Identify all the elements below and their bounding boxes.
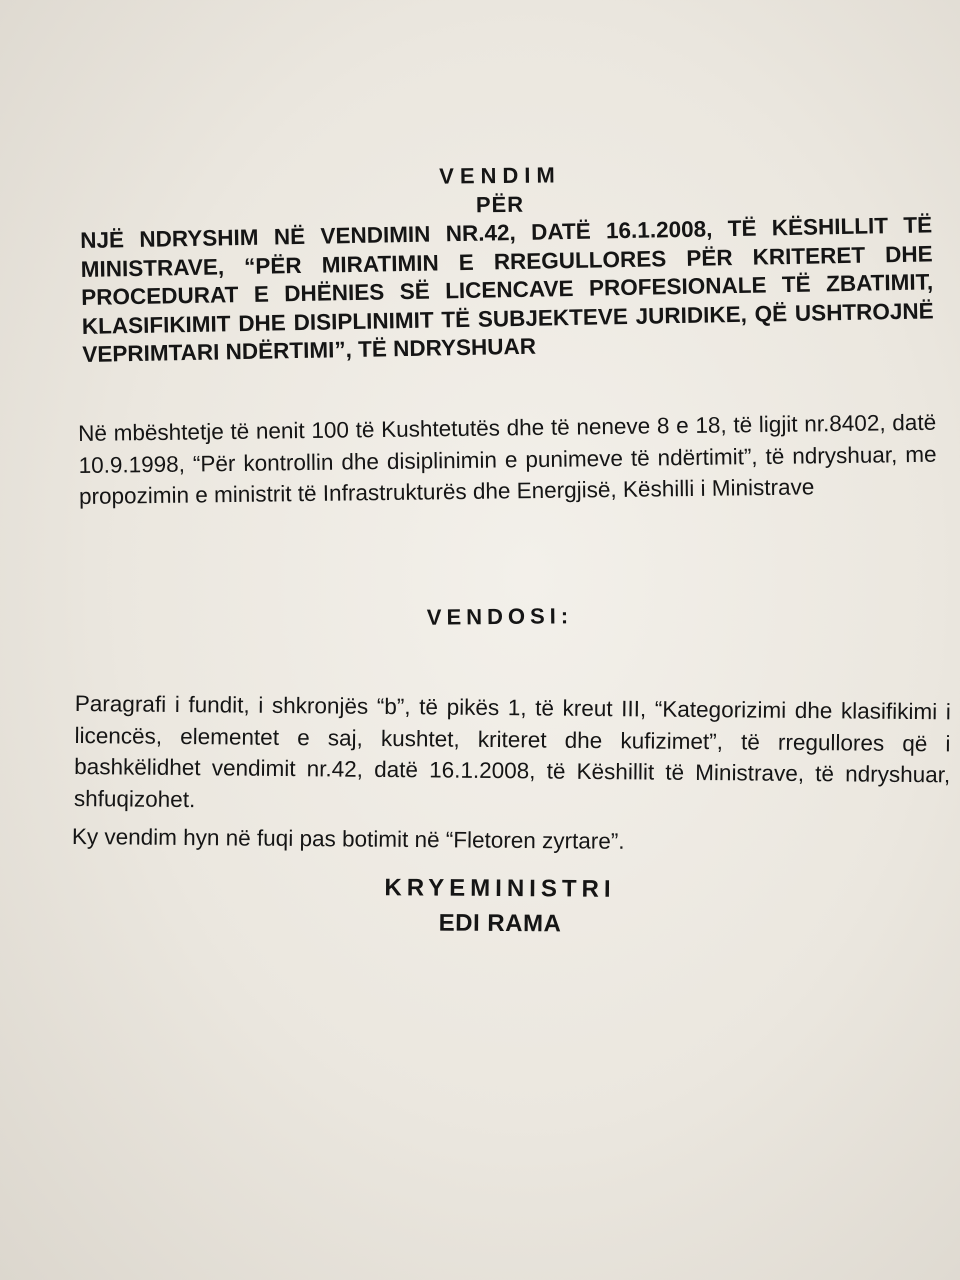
document-title: VENDIM [439, 162, 561, 189]
decided-heading: VENDOSI: [426, 603, 574, 630]
signer-title: KRYEMINISTRI [384, 874, 616, 903]
entry-into-force-paragraph: Ky vendim hyn në fuqi pas botimit në “Fletoren zyrtare”. [71, 824, 625, 854]
signer-name: EDI RAMA [438, 909, 562, 938]
decision-subject: NJË NDRYSHIM NË VENDIMIN NR.42, DATË 16.1.2008, TË KËSHILLIT TË MINISTRAVE, “PËR MIRATIMIN E RREGULLORES PËR KRITERET DHE PROCEDURAT E DHËNIES SË LICENCAVE PROFESIONALE TË ZBATIMIT, KLASIFIKIMIT DHE DISIPLINIMIT TË SUBJEKTEVE JURIDIKE, QË USHTROJNË VEPRIMTARI NDËRTIMI”, TË NDRYSHUAR [80, 212, 934, 367]
document-title-per: PËR [475, 191, 525, 218]
decision-paragraph: Paragrafi i fundit, i shkronjës “b”, të pikës 1, të kreut III, “Kategorizimi dhe klasifikimi i licencës, elementet e saj, kushtet, kriteret dhe kufizimet”, të rregullores që i bashkëlidhet vendimit nr.42, datë 16.1.2008, të Këshillit të Ministrave, të ndryshuar, shfuqizohet. [73, 690, 951, 812]
legal-basis-paragraph: Në mbështetje të nenit 100 të Kushtetutës dhe të neneve 8 e 18, të ligjit nr.8402, datë 10.9.1998, “Për kontrollin dhe disiplinimin e punimeve të ndërtimit”, të ndryshuar, me propozimin e ministrit të Infrastrukturës dhe Energjisë, Këshilli i Ministrave [78, 409, 937, 509]
